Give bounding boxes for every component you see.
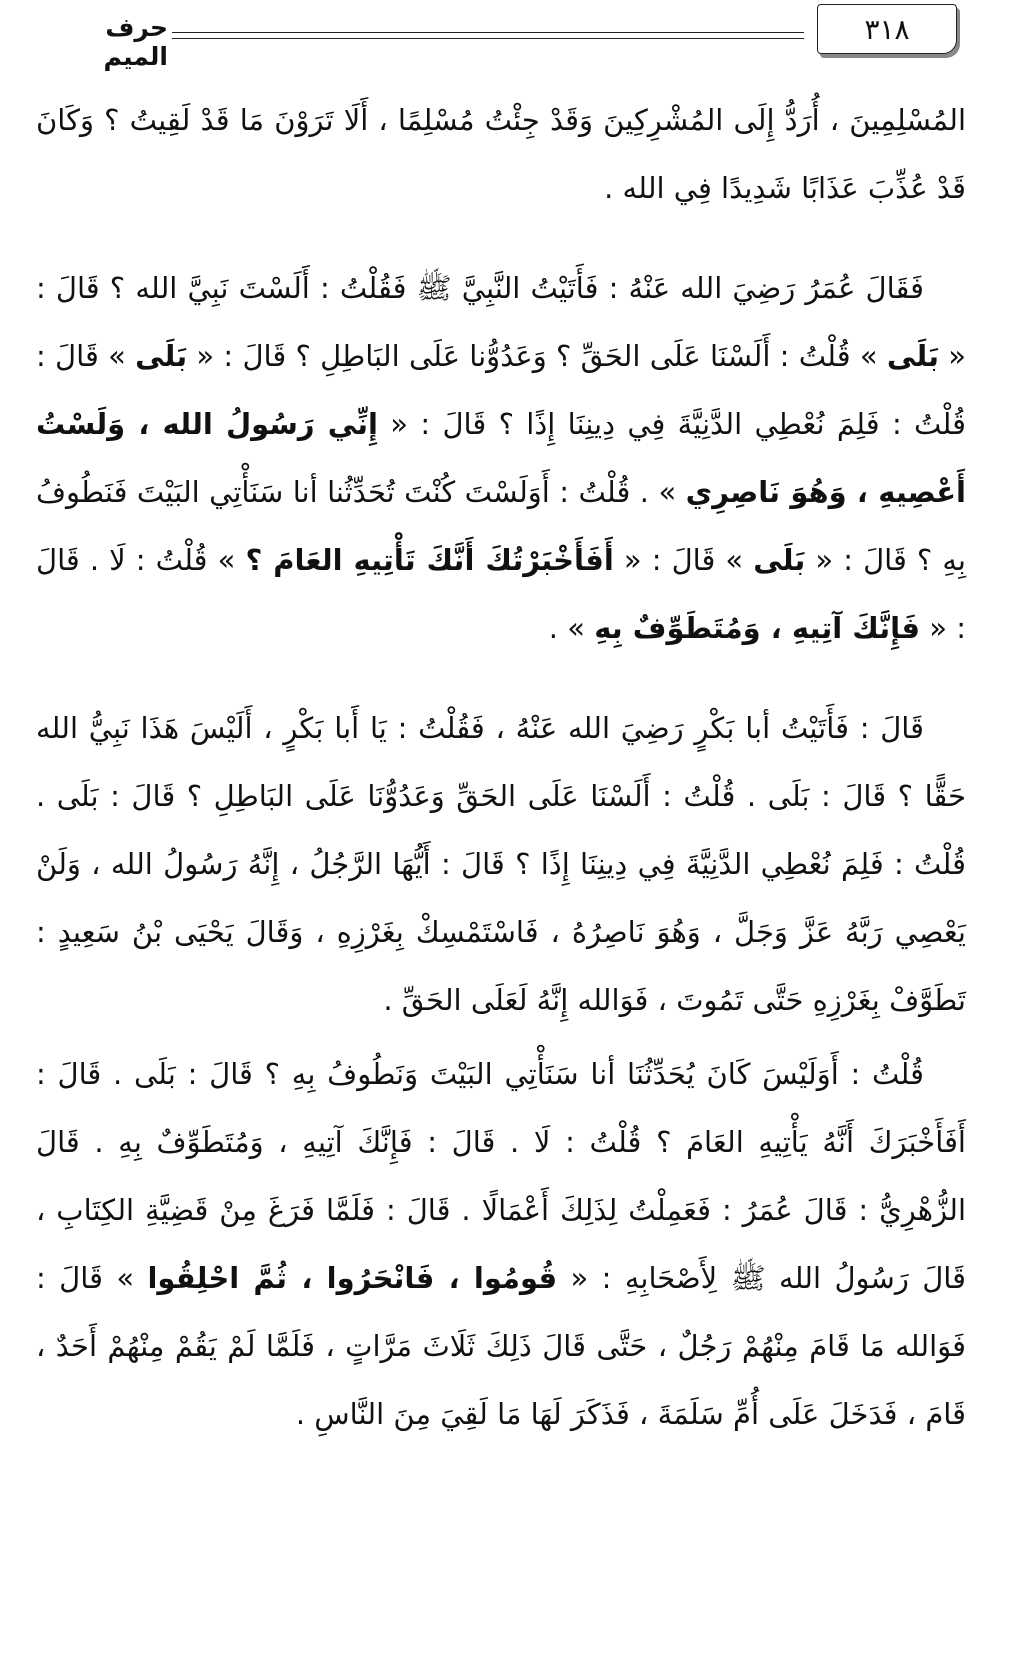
text-run: قُلْتُ : أَوَلَيْسَ كَانَ يُحَدِّثُنَا أنا سَنَأْتِي البَيْتَ وَنَطُوفُ بِهِ ؟ قَالَ : بَلَى . قَالَ : أَفَأَخْبَرَكَ أَنَّهُ يَأْتِيهِ العَامَ ؟ قُلْتُ : لَا . قَالَ : فَإِنَّكَ آتِيهِ ، وَمُتَطَوِّفٌ بِهِ . قَالَ الزُّهْرِيُّ : قَالَ عُمَرُ : فَعَمِلْتُ لِذَلِكَ أَعْمَالًا . قَالَ : فَلَمَّا فَرَغَ مِنْ قَضِيَّةِ الكِتَابِ ، قَالَ رَسُولُ الله ﷺ لِأَصْحَابِهِ : « (36, 1057, 966, 1295)
page-number-box (817, 4, 957, 54)
text-run: » قَالَ : فَوَالله مَا قَامَ مِنْهُمْ رَجُلٌ ، حَتَّى قَالَ ذَلِكَ ثَلَاثَ مَرَّاتٍ ، فَلَمَّا لَمْ يَقُمْ مِنْهُمْ أَحَدٌ ، قَامَ ، فَدَخَلَ عَلَى أُمِّ سَلَمَةَ ، فَذَكَرَ لَهَا مَا لَقِيَ مِنَ النَّاسِ . (36, 1261, 966, 1431)
header-rule-bottom (172, 38, 804, 39)
text-run: » قُلْتُ : أَلَسْنَا عَلَى الحَقِّ ؟ وَعَدُوُّنا عَلَى البَاطِلِ ؟ قَالَ : « (187, 339, 887, 373)
page-body (36, 86, 966, 1448)
paragraph-gap (36, 222, 966, 254)
bold-quote: قُومُوا ، فَانْحَرُوا ، ثُمَّ احْلِقُوا (147, 1261, 558, 1295)
paragraph-4 (36, 1040, 966, 1448)
text-run: » قُلْتُ : لَا . قَالَ : « (36, 543, 966, 645)
bold-quote: بَلَى (753, 543, 806, 577)
paragraph-gap (36, 662, 966, 694)
paragraph-3 (36, 694, 966, 1034)
page-header (0, 0, 1010, 70)
paragraph-2 (36, 254, 966, 662)
text-run: المُسْلِمِينَ ، أُرَدُّ إِلَى المُشْرِكِينَ وَقَدْ جِئْتُ مُسْلِمًا ، أَلَا تَرَوْنَ مَا قَدْ لَقِيتُ ؟ وَكَانَ قَدْ عُذِّبَ عَذَابًا شَدِيدًا فِي الله . (36, 103, 966, 205)
bold-quote: بَلَى (886, 339, 939, 373)
paragraph-1 (36, 86, 966, 222)
text-run: » قَالَ : قُلْتُ : فَلِمَ نُعْطِي الدَّنِيَّةَ فِي دِينِنَا إِذًا ؟ قَالَ : « (36, 339, 966, 441)
text-run: » قَالَ : « (613, 543, 754, 577)
header-rule-top (172, 32, 804, 33)
chapter-title: حرف الميم (103, 13, 168, 71)
bold-quote: بَلَى (135, 339, 188, 373)
bold-quote: فَإِنَّكَ آتِيهِ ، وَمُتَطَوِّفٌ بِهِ (594, 611, 921, 645)
text-run: » . قُلْتُ : أَوَلَسْتَ كُنْتَ تُحَدِّثُنا أنا سَنَأْتِي البَيْتَ فَنَطُوفُ بِهِ ؟ قَالَ : « (36, 475, 966, 577)
bold-quote: أَفَأَخْبَرْتُكَ أَنَّكَ تَأْتِيهِ العَامَ ؟ (245, 543, 614, 577)
text-run: قَالَ : فَأَتَيْتُ أبا بَكْرٍ رَضِيَ الله عَنْهُ ، فَقُلْتُ : يَا أَبا بَكْرٍ ، أَلَيْسَ هَذَا نَبِيُّ الله حَقًّا ؟ قَالَ : بَلَى . قُلْتُ : أَلَسْنَا عَلَى الحَقِّ وَعَدُوُّنَا عَلَى البَاطِلِ ؟ قَالَ : بَلَى . قُلْتُ : فَلِمَ نُعْطِي الدَّنِيَّةَ فِي دِينِنَا إِذًا ؟ قَالَ : أَيُّهَا الرَّجُلُ ، إِنَّهُ رَسُولُ الله ، وَلَنْ يَعْصِي رَبَّهُ عَزَّ وَجَلَّ ، وَهُوَ نَاصِرُهُ ، فَاسْتَمْسِكْ بِغَرْزِهِ ، وَقَالَ يَحْيَى بْنُ سَعِيدٍ : تَطَوَّفْ بِغَرْزِهِ حَتَّى تَمُوتَ ، فَوَالله إِنَّهُ لَعَلَى الحَقِّ . (36, 711, 966, 1017)
text-run: » . (548, 611, 595, 645)
bold-quote: إِنِّي رَسُولُ الله ، وَلَسْتُ أَعْصِيهِ ، وَهُوَ نَاصِرِي (36, 407, 966, 509)
text-run: فَقَالَ عُمَرُ رَضِيَ الله عَنْهُ : فَأَتَيْتُ النَّبِيَّ ﷺ فَقُلْتُ : أَلَسْتَ نَبِيَّ الله ؟ قَالَ : « (36, 271, 966, 373)
page-number: ٣١٨ (864, 12, 910, 46)
